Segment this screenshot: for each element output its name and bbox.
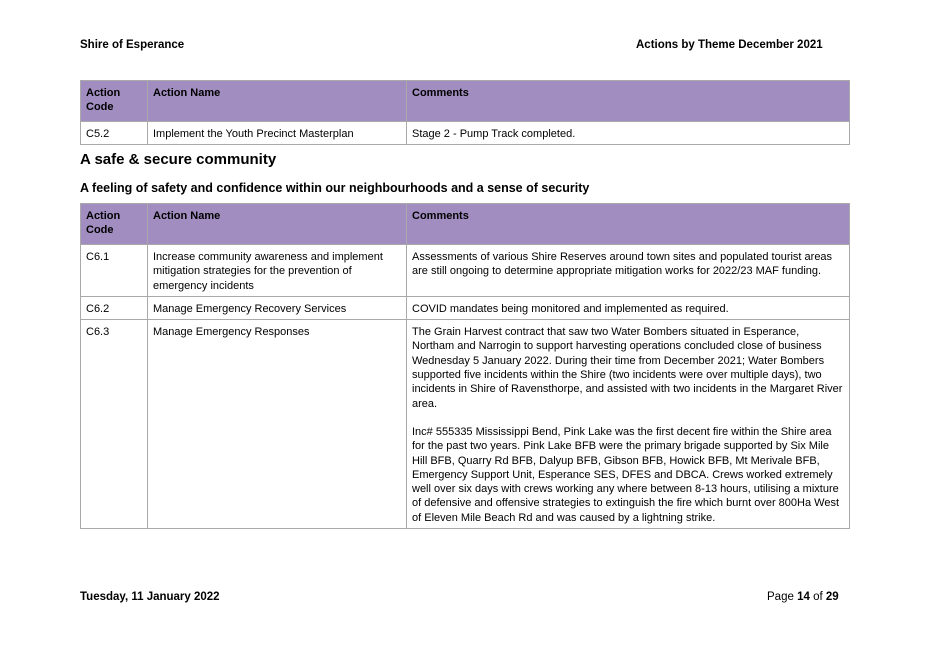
section-subtitle: A feeling of safety and confidence within our neighbourhoods and a sense of security: [80, 181, 590, 195]
page-prefix: Page: [767, 591, 794, 603]
table-row: [81, 320, 850, 529]
action-name-cell: Increase community awareness and implement mitigation strategies for the prevention of emergency incidents: [148, 245, 407, 297]
action-code-cell: C6.3: [81, 320, 148, 529]
column-header-action-code: Action Code: [81, 204, 148, 245]
comments-paragraph: Inc# 555335 Mississippi Bend, Pink Lake was the first decent fire within the Shire area for the past two years. Pink Lake BFB were the primary brigade supported by Six Mile Hill BFB, Quarry Rd BFB, Dalyup BFB, Gibson BFB, Howick BFB, Mt Merivale BFB, Emergency Support Unit, Esperance SES, DFES and DBCA. Crews worked extremely well over six days with crews working any where between 8-13 hours, utilising a mixture of defensive and offensive strategies to extinguish the fire which burnt over 800Ha West of Eleven Mile Beach Rd and was caused by a lightning strike.: [412, 425, 840, 524]
column-header-action-name: Action Name: [148, 81, 407, 122]
action-name-cell: Implement the Youth Precinct Masterplan: [148, 122, 407, 145]
table-row: [81, 245, 850, 297]
comments-cell: Assessments of various Shire Reserves around town sites and populated tourist areas are still ongoing to determine appropriate mitigation works for 2022/23 MAF funding.: [407, 245, 850, 297]
column-header-action-code: Action Code: [81, 81, 148, 122]
action-code-cell: C6.1: [81, 245, 148, 297]
action-code-cell: C6.2: [81, 296, 148, 319]
section-title: A safe & secure community: [80, 151, 277, 168]
action-name-cell: Manage Emergency Recovery Services: [148, 296, 407, 319]
safety-actions-table: [80, 203, 850, 529]
page-total: 29: [825, 591, 839, 603]
page-of: of: [813, 591, 823, 603]
page-number: 14: [797, 591, 810, 603]
table-row: [81, 296, 850, 319]
comments-cell: COVID mandates being monitored and implemented as required.: [407, 296, 850, 319]
table-header-row: [81, 204, 850, 245]
column-header-action-name: Action Name: [148, 204, 407, 245]
comments-cell: [407, 320, 850, 529]
comments-cell: Stage 2 - Pump Track completed.: [407, 122, 850, 145]
report-date: Tuesday, 11 January 2022: [80, 591, 220, 603]
column-header-comments: Comments: [407, 204, 850, 245]
page-indicator: [767, 591, 839, 603]
organisation-name: Shire of Esperance: [80, 39, 185, 51]
table-row: [81, 122, 850, 145]
action-name-cell: Manage Emergency Responses: [148, 320, 407, 529]
report-title: Actions by Theme December 2021: [636, 39, 823, 51]
table-header-row: [81, 81, 850, 122]
comments-paragraph: The Grain Harvest contract that saw two Water Bombers situated in Esperance, Northam and Narrogin to support harvesting operations concluded close of business Wednesday 5 January 2022. During their time from December 2021; Water Bombers supported five incidents within the Shire (two incidents were over multiple days), two incidents in Shire of Ravensthorpe, and assisted with two incidents in the Margaret River area.: [412, 326, 843, 410]
column-header-comments: Comments: [407, 81, 850, 122]
action-code-cell: C5.2: [81, 122, 148, 145]
youth-actions-table: [80, 80, 850, 145]
